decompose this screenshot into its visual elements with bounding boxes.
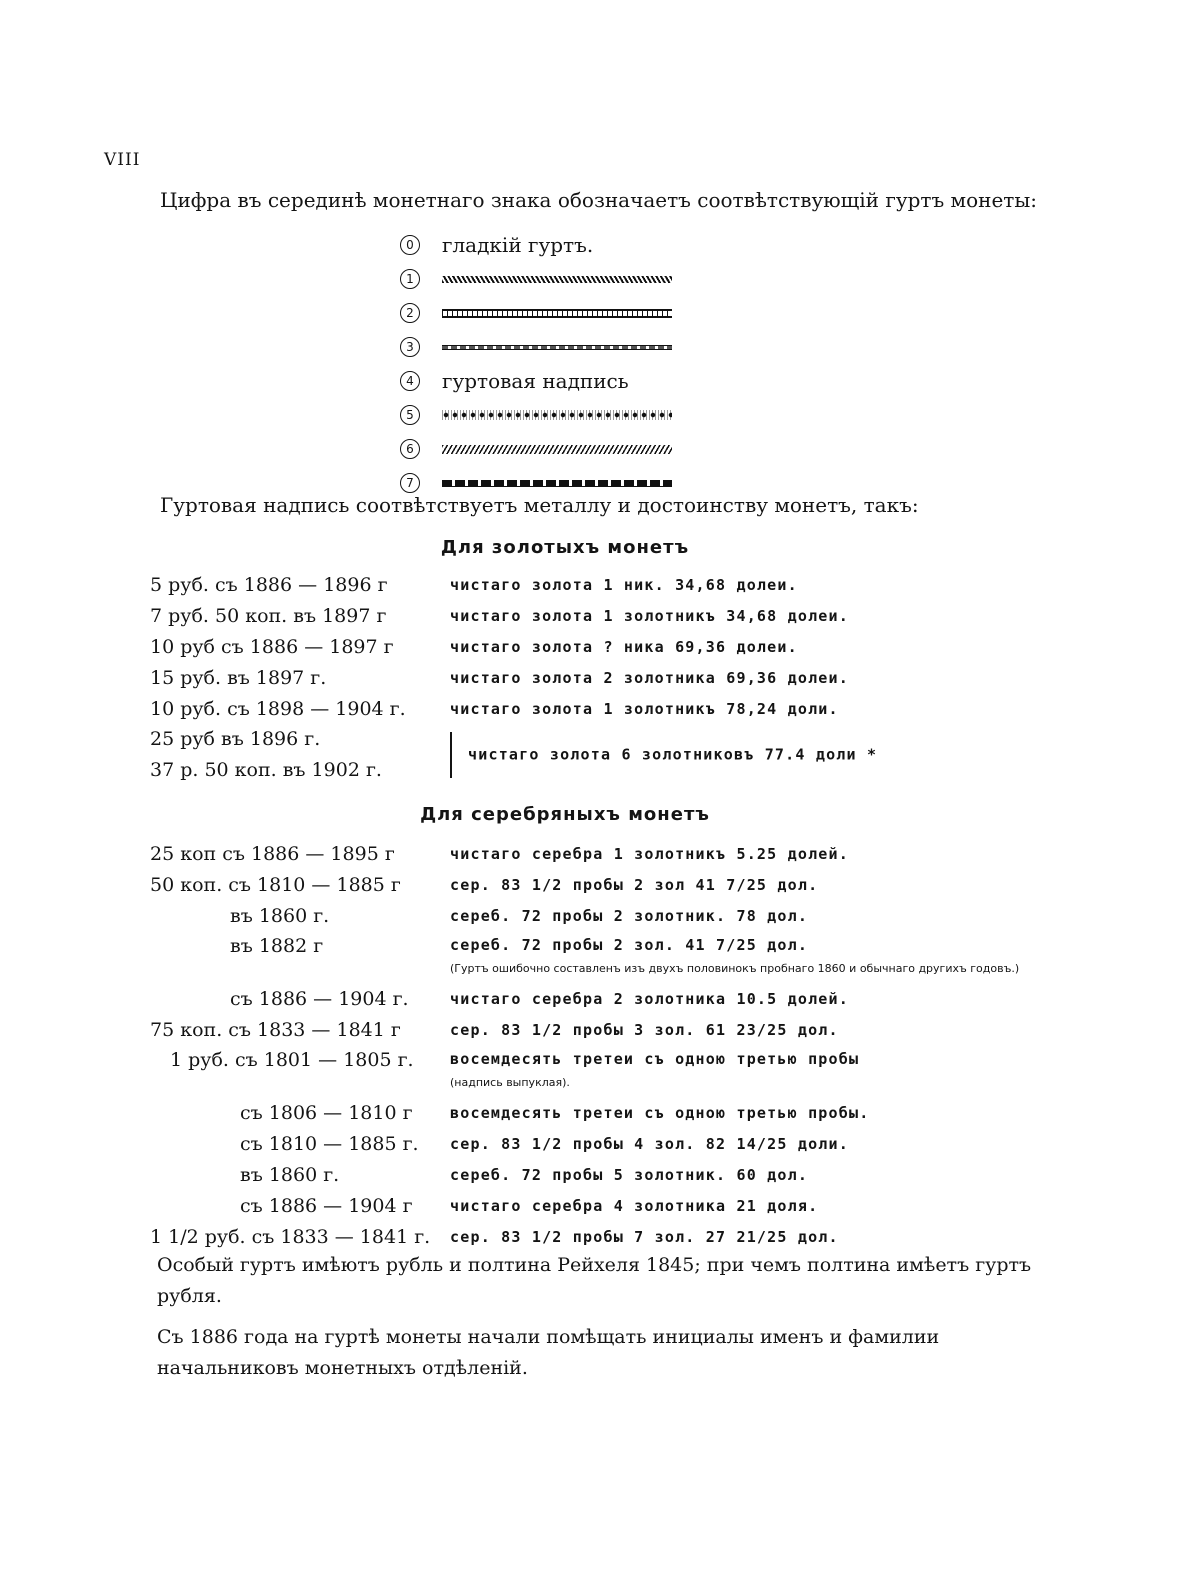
edge-inscription: чистаго золота 1 золотникъ 34,68 долеи.: [450, 606, 849, 625]
edge-pattern-icon: [442, 345, 672, 350]
page-number: VIII: [104, 150, 141, 170]
edge-inscription-block: [450, 1048, 1010, 1094]
inscription-intro: Гуртовая надпись соотвѣтствуетъ металлу и достоинству монетъ, такъ:: [160, 493, 919, 517]
edge-inscription-group: [450, 732, 1010, 778]
edge-inscription: сереб. 72 пробы 2 зол. 41 7/25 дол.: [450, 936, 809, 954]
coin-label: 7 руб. 50 коп. въ 1897 г: [150, 604, 387, 627]
coin-label: 15 руб. въ 1897 г.: [150, 666, 327, 689]
table-row: [150, 631, 1050, 662]
brace-bar: [450, 732, 452, 778]
gold-heading: Для золотыхъ монетъ: [440, 537, 690, 558]
edge-pattern-icon: [442, 445, 672, 454]
legend-text: гуртовая надпись: [442, 369, 629, 393]
table-row: [150, 869, 1050, 900]
legend-item: [400, 228, 700, 262]
legend-item: [400, 262, 700, 296]
footnote: (Гуртъ ошибочно составленъ изъ двухъ половинокъ пробнаго 1860 и обычнаго другихъ годовъ.): [450, 962, 1020, 975]
closing-paragraph: Съ 1886 года на гуртѣ монеты начали помѣщать инициалы именъ и фамилии начальниковъ монетныхъ отдѣленій.: [157, 1326, 940, 1379]
coin-label: 5 руб. съ 1886 — 1896 г: [150, 573, 388, 596]
coin-label-group: [150, 724, 450, 786]
legend-item: [400, 432, 700, 466]
table-row: [150, 1097, 1050, 1128]
edge-number-badge: 5: [400, 405, 420, 425]
coin-label: 25 коп съ 1886 — 1895 г: [150, 842, 395, 865]
edge-inscription: восемдесять третеи съ одною третью пробы: [450, 1050, 860, 1068]
edge-inscription: чистаго золота 1 ник. 34,68 долеи.: [450, 575, 798, 594]
closing-paragraph: Особый гуртъ имѣютъ рубль и полтина Рейхеля 1845; при чемъ полтина имѣетъ гуртъ рубля.: [157, 1254, 1032, 1307]
table-row: [150, 1045, 1050, 1097]
edge-inscription: сереб. 72 пробы 5 золотник. 60 дол.: [450, 1165, 809, 1184]
table-row: [150, 693, 1050, 724]
edge-number-badge: 4: [400, 371, 420, 391]
coin-label: 1 руб. съ 1801 — 1805 г.: [170, 1049, 414, 1071]
edge-legend: [400, 228, 700, 500]
edge-inscription: сер. 83 1/2 пробы 3 зол. 61 23/25 дол.: [450, 1020, 839, 1039]
coin-label: въ 1882 г: [230, 935, 324, 957]
table-row: [150, 1221, 1050, 1252]
coin-label: 50 коп. съ 1810 — 1885 г: [150, 873, 401, 896]
table-row: [150, 931, 1050, 983]
edge-inscription: сер. 83 1/2 пробы 7 зол. 27 21/25 дол.: [450, 1227, 839, 1246]
coin-label: съ 1886 — 1904 г.: [230, 987, 409, 1010]
coin-label: въ 1860 г.: [230, 904, 330, 927]
coin-label: съ 1806 — 1810 г: [240, 1101, 413, 1124]
table-row: [150, 838, 1050, 869]
coin-label: 37 р. 50 коп. въ 1902 г.: [150, 759, 382, 781]
table-row: [150, 600, 1050, 631]
closing-text: [157, 1250, 1037, 1394]
edge-pattern-icon: [442, 276, 672, 283]
edge-inscription: сер. 83 1/2 пробы 2 зол 41 7/25 дол.: [450, 875, 819, 894]
edge-pattern-icon: [442, 309, 672, 318]
edge-inscription: чистаго золота 6 золотниковъ 77.4 доли *: [468, 745, 878, 764]
edge-pattern-icon: [442, 480, 672, 487]
edge-inscription: сереб. 72 пробы 2 золотник. 78 дол.: [450, 906, 809, 925]
edge-inscription: чистаго серебра 4 золотника 21 доля.: [450, 1196, 819, 1215]
footnote: (надпись выпуклая).: [450, 1076, 570, 1089]
coin-label: съ 1810 — 1885 г.: [240, 1132, 419, 1155]
edge-inscription: чистаго золота 1 золотникъ 78,24 доли.: [450, 699, 839, 718]
edge-pattern-icon: [442, 410, 672, 420]
coin-label: 25 руб въ 1896 г.: [150, 728, 321, 750]
table-row: [150, 569, 1050, 600]
edge-number-badge: 0: [400, 235, 420, 255]
silver-table: [150, 838, 1050, 1252]
edge-inscription: чистаго золота 2 золотника 69,36 долеи.: [450, 668, 849, 687]
edge-number-badge: 3: [400, 337, 420, 357]
coin-label: 1 1/2 руб. съ 1833 — 1841 г.: [150, 1225, 431, 1248]
table-row: [150, 1014, 1050, 1045]
edge-inscription: чистаго золота ? ника 69,36 долеи.: [450, 637, 798, 656]
intro-paragraph: Цифра въ серединѣ монетнаго знака обозначаетъ соотвѣтствующій гуртъ монеты:: [160, 188, 1038, 212]
legend-item: [400, 364, 700, 398]
table-row: [150, 662, 1050, 693]
edge-inscription: сер. 83 1/2 пробы 4 зол. 82 14/25 доли.: [450, 1134, 849, 1153]
gold-table: [150, 569, 1050, 786]
legend-text: гладкій гуртъ.: [442, 233, 594, 257]
edge-number-badge: 7: [400, 473, 420, 493]
table-row: [150, 1159, 1050, 1190]
coin-label: въ 1860 г.: [240, 1163, 340, 1186]
legend-item: [400, 330, 700, 364]
coin-label: 10 руб съ 1886 — 1897 г: [150, 635, 394, 658]
legend-item: [400, 398, 700, 432]
table-row-group: [150, 724, 1050, 786]
legend-item: [400, 296, 700, 330]
table-row: [150, 1190, 1050, 1221]
table-row: [150, 983, 1050, 1014]
coin-label: 10 руб. съ 1898 — 1904 г.: [150, 697, 406, 720]
edge-inscription-block: [450, 934, 1020, 980]
silver-heading: Для серебряныхъ монетъ: [420, 804, 710, 825]
edge-number-badge: 2: [400, 303, 420, 323]
edge-inscription: восемдесять третеи съ одною третью пробы.: [450, 1103, 870, 1122]
edge-inscription: чистаго серебра 1 золотникъ 5.25 долей.: [450, 844, 849, 863]
table-row: [150, 1128, 1050, 1159]
coin-label: 75 коп. съ 1833 — 1841 г: [150, 1018, 401, 1041]
edge-inscription: чистаго серебра 2 золотника 10.5 долей.: [450, 989, 849, 1008]
coin-label: съ 1886 — 1904 г: [240, 1194, 413, 1217]
edge-number-badge: 1: [400, 269, 420, 289]
table-row: [150, 900, 1050, 931]
edge-number-badge: 6: [400, 439, 420, 459]
